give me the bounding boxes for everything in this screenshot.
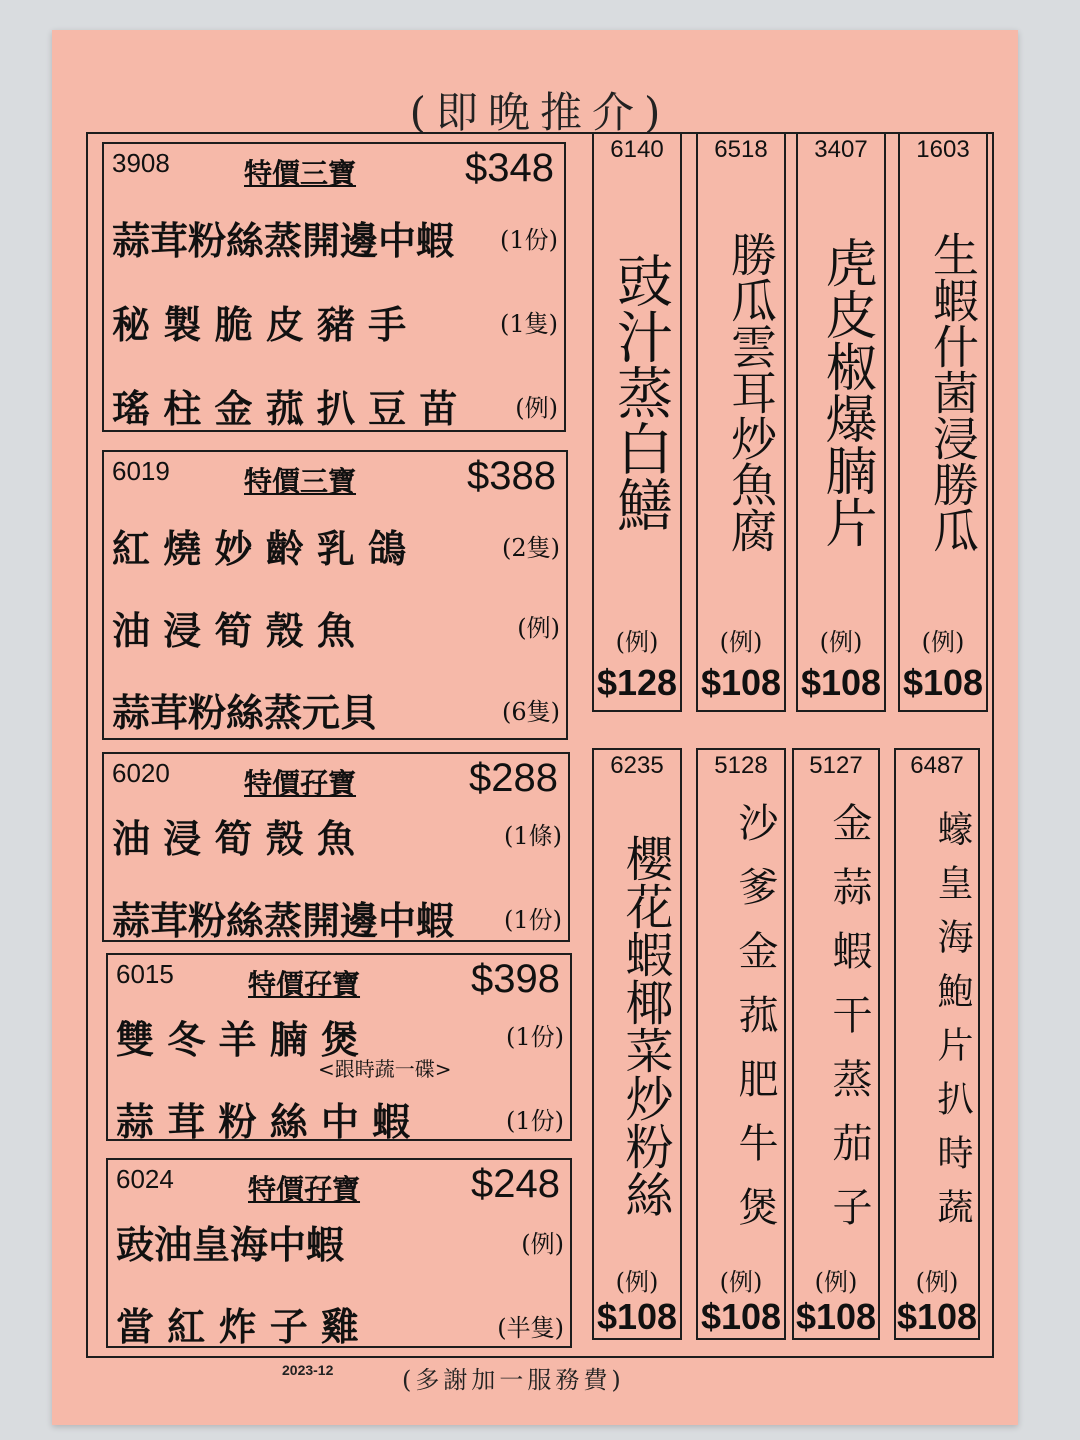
- dish-unit: (例): [915, 1268, 959, 1296]
- set-item: 油 浸 筍 殼 魚: [112, 816, 355, 861]
- set-item: 蒜 茸 粉 絲 中 蝦: [116, 1099, 411, 1144]
- dish-code: 6235: [610, 752, 664, 779]
- dish-unit: (例): [615, 628, 659, 656]
- set-price: $348: [465, 146, 554, 190]
- dish-6518: [696, 132, 786, 712]
- set-item: 當 紅 炸 子 雞: [116, 1304, 359, 1349]
- set-label: 特價三寶: [244, 465, 357, 498]
- set-code: 6015: [116, 959, 174, 989]
- set-item-qty: (1份): [500, 226, 558, 254]
- dish-name: 蠔皇海鮑片扒時蔬: [932, 810, 973, 1242]
- dish-5128: [696, 748, 786, 1340]
- dish-price: $108: [795, 1296, 877, 1337]
- set-item-qty: (1隻): [500, 310, 558, 338]
- dish-6140: [592, 132, 682, 712]
- dish-price: $108: [896, 1296, 978, 1337]
- set-code: 6020: [112, 758, 170, 788]
- set-item: 蒜茸粉絲蒸開邊中蝦: [112, 218, 455, 263]
- dish-code: 5128: [714, 752, 768, 779]
- dish-code: 3407: [814, 136, 868, 163]
- set-price: $248: [471, 1162, 560, 1206]
- dish-code: 6487: [910, 752, 964, 779]
- set-item-qty: (1份): [506, 1023, 564, 1051]
- dish-name: 金蒜蝦干蒸茄子: [826, 802, 872, 1250]
- dish-code: 6140: [610, 136, 664, 163]
- set-code: 3908: [112, 148, 170, 178]
- dish-price: $108: [596, 1296, 678, 1337]
- dish-unit: (例): [719, 628, 763, 656]
- set-price: $388: [467, 454, 556, 498]
- dish-price: $108: [700, 662, 782, 703]
- set-item-qty: (例): [515, 394, 558, 422]
- dish-price: $108: [700, 1296, 782, 1337]
- dish-5127: [792, 748, 880, 1340]
- dish-3407: [796, 132, 886, 712]
- set-menu-6024: [106, 1158, 572, 1348]
- set-menu-6019: [102, 450, 568, 740]
- set-item: 秘 製 脆 皮 豬 手: [112, 302, 407, 347]
- set-item: 紅 燒 妙 齡 乳 鴿: [112, 526, 407, 571]
- set-item-qty: (1份): [504, 906, 562, 934]
- set-item: 蒜茸粉絲蒸元貝: [112, 690, 379, 735]
- print-date: 2023-12: [282, 1362, 334, 1378]
- dish-price: $108: [902, 662, 984, 703]
- set-label: 特價孖寶: [244, 767, 357, 800]
- dish-name: 櫻花蝦椰菜炒粉絲: [617, 834, 673, 1218]
- dish-unit: (例): [814, 1268, 858, 1296]
- set-item: 瑤 柱 金 菰 扒 豆 苗: [112, 386, 458, 431]
- set-menu-6020: [102, 752, 570, 942]
- dish-name: 虎皮椒爆腩片: [816, 236, 876, 548]
- set-item-qty: (半隻): [497, 1314, 564, 1342]
- set-item: 蒜茸粉絲蒸開邊中蝦: [112, 898, 455, 943]
- dish-6235: [592, 748, 682, 1340]
- set-item: 豉油皇海中蝦: [116, 1222, 345, 1267]
- set-item-qty: (1條): [504, 822, 562, 850]
- set-menu-6015: [106, 953, 572, 1144]
- page-title: (即晚推介): [409, 88, 671, 137]
- set-item-qty: (6隻): [502, 698, 560, 726]
- dish-code: 5127: [809, 752, 863, 779]
- set-label: 特價孖寶: [248, 1173, 361, 1206]
- set-code: 6019: [112, 456, 170, 486]
- dish-unit: (例): [719, 1268, 763, 1296]
- set-note: <跟時蔬一碟>: [318, 1057, 452, 1081]
- dish-name: 勝瓜雲耳炒魚腐: [724, 231, 778, 553]
- set-item-qty: (例): [521, 1230, 564, 1258]
- set-item: 雙 冬 羊 腩 煲: [116, 1017, 359, 1062]
- dish-name: 生蝦什菌浸勝瓜: [926, 231, 980, 553]
- service-charge-note: (多謝加一服務費): [402, 1366, 625, 1394]
- set-menu-3908: [102, 142, 566, 432]
- set-label: 特價三寶: [244, 157, 357, 190]
- set-price: $288: [469, 756, 558, 800]
- dish-code: 1603: [916, 136, 970, 163]
- dish-price: $128: [596, 662, 678, 703]
- dish-name: 豉汁蒸白鱔: [608, 252, 673, 532]
- dish-code: 6518: [714, 136, 768, 163]
- dish-price: $108: [800, 662, 882, 703]
- set-label: 特價孖寶: [248, 968, 361, 1001]
- dish-unit: (例): [819, 628, 863, 656]
- dish-1603: [898, 132, 988, 712]
- set-item: 油 浸 筍 殼 魚: [112, 608, 355, 653]
- dish-name: 沙爹金菰肥牛煲: [732, 802, 778, 1250]
- dish-unit: (例): [615, 1268, 659, 1296]
- dish-6487: [894, 748, 980, 1340]
- set-item-qty: (1份): [506, 1107, 564, 1135]
- set-item-qty: (例): [517, 614, 560, 642]
- set-price: $398: [471, 957, 560, 1001]
- set-code: 6024: [116, 1164, 174, 1194]
- dish-unit: (例): [921, 628, 965, 656]
- set-item-qty: (2隻): [502, 534, 560, 562]
